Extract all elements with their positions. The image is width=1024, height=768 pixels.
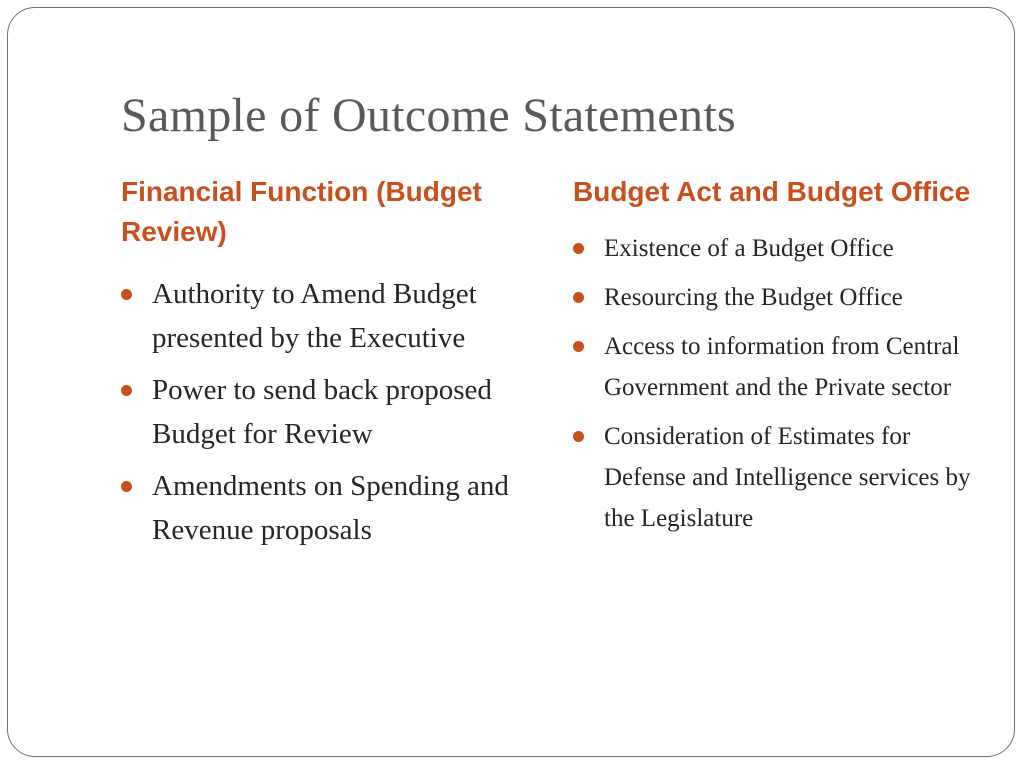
list-item-text: Resourcing the Budget Office xyxy=(604,284,903,311)
left-column-heading: Financial Function (Budget Review) xyxy=(121,176,482,247)
list-item xyxy=(121,368,531,456)
bullet-dot-icon xyxy=(573,431,584,442)
bullet-dot-icon xyxy=(121,385,132,396)
bullet-dot-icon xyxy=(121,289,132,300)
list-item-text: Authority to Amend Budget presented by the Executive xyxy=(152,278,477,354)
right-bullet-list xyxy=(573,228,983,539)
list-item xyxy=(121,272,531,360)
list-item-text: Amendments on Spending and Revenue proposals xyxy=(152,470,509,546)
list-item xyxy=(573,326,983,408)
right-column xyxy=(573,172,983,547)
bullet-dot-icon xyxy=(573,243,584,254)
bullet-dot-icon xyxy=(573,341,584,352)
slide xyxy=(7,7,1015,757)
list-item-text: Existence of a Budget Office xyxy=(604,235,894,262)
list-item-text: Power to send back proposed Budget for Review xyxy=(152,374,492,450)
right-column-heading: Budget Act and Budget Office xyxy=(573,176,971,207)
list-item-text: Consideration of Estimates for Defense and Intelligence services by the Legislature xyxy=(604,423,971,532)
left-column xyxy=(121,172,531,560)
list-item xyxy=(573,416,983,539)
list-item xyxy=(573,228,983,269)
left-bullet-list xyxy=(121,272,531,552)
bullet-dot-icon xyxy=(121,481,132,492)
list-item xyxy=(121,464,531,552)
list-item xyxy=(573,277,983,318)
list-item-text: Access to information from Central Government and the Private sector xyxy=(604,333,960,401)
bullet-dot-icon xyxy=(573,292,584,303)
slide-title: Sample of Outcome Statements xyxy=(121,89,736,142)
